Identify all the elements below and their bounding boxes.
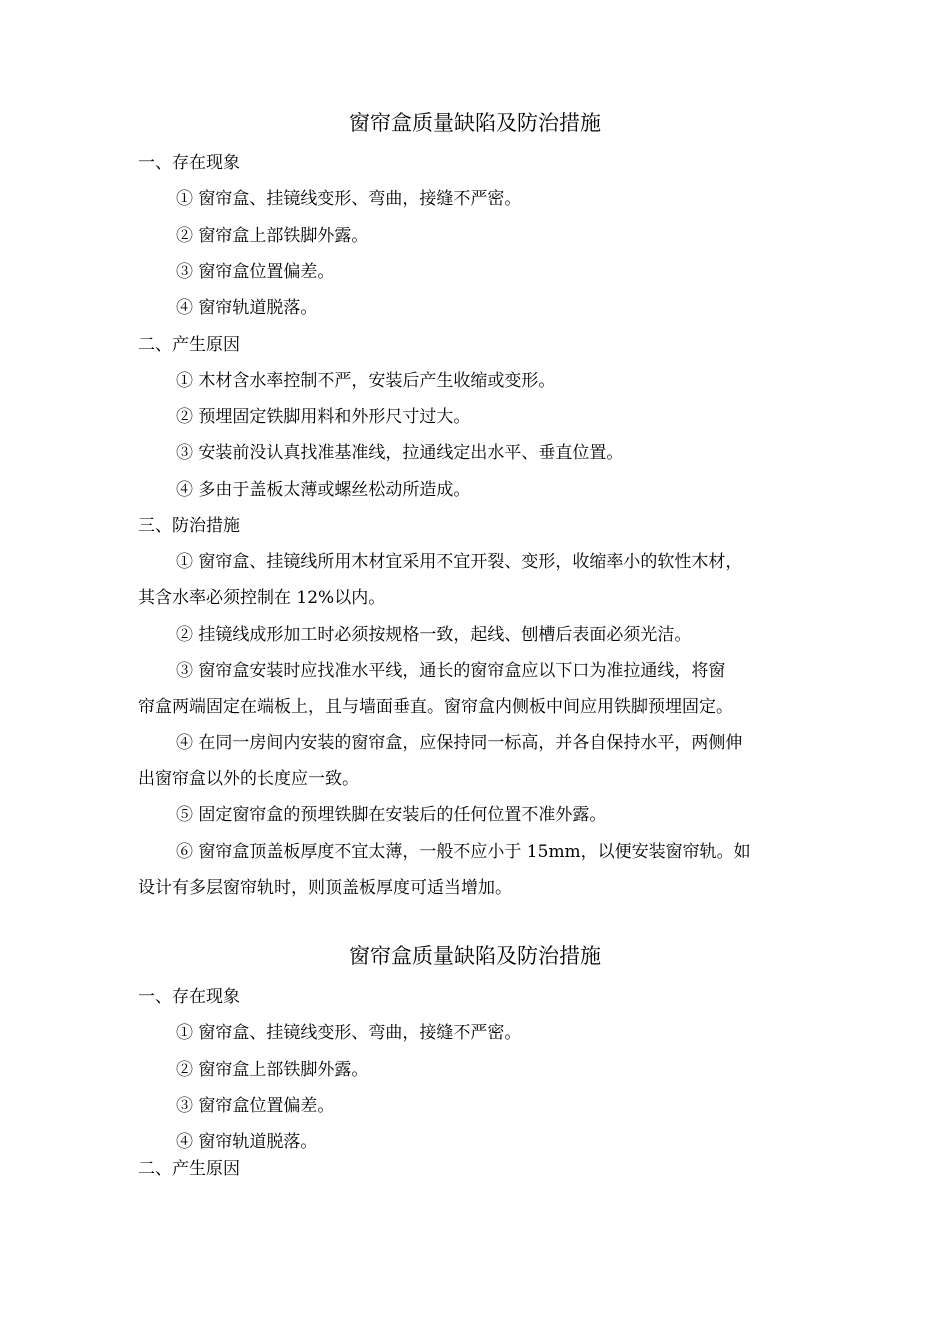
section-heading-phenomena: 一、存在现象 <box>138 153 240 173</box>
list-item: ③ 窗帘盒位置偏差。 <box>176 262 335 282</box>
document-title: 窗帘盒质量缺陷及防治措施 <box>349 111 601 135</box>
list-item: ① 窗帘盒、挂镜线变形、弯曲，接缝不严密。 <box>176 189 522 209</box>
paragraph-line: ② 挂镜线成形加工时必须按规格一致，起线、刨槽后表面必须光洁。 <box>176 625 692 645</box>
list-item: ② 预埋固定铁脚用料和外形尺寸过大。 <box>176 407 471 427</box>
section-heading-measures: 三、防治措施 <box>138 516 240 536</box>
list-item: ④ 窗帘轨道脱落。 <box>176 298 318 318</box>
list-item: ④ 窗帘轨道脱落。 <box>176 1132 318 1152</box>
list-item: ① 木材含水率控制不严，安装后产生收缩或变形。 <box>176 371 556 391</box>
paragraph-line: ③ 窗帘盒安装时应找准水平线，通长的窗帘盒应以下口为准拉通线，将窗 <box>176 661 726 681</box>
paragraph-line: ① 窗帘盒、挂镜线所用木材宜采用不宜开裂、变形，收缩率小的软性木材， <box>176 552 743 572</box>
paragraph-line: 设计有多层窗帘轨时，则顶盖板厚度可适当增加。 <box>138 878 512 898</box>
list-item: ④ 多由于盖板太薄或螺丝松动所造成。 <box>176 480 471 500</box>
paragraph-line: ⑤ 固定窗帘盒的预埋铁脚在安装后的任何位置不准外露。 <box>176 805 607 825</box>
paragraph-line: 出窗帘盒以外的长度应一致。 <box>138 769 359 789</box>
paragraph-line: 其含水率必须控制在 12%以内。 <box>138 588 386 608</box>
section-heading-phenomena: 一、存在现象 <box>138 987 240 1007</box>
paragraph-line: 帘盒两端固定在端板上，且与墙面垂直。窗帘盒内侧板中间应用铁脚预埋固定。 <box>138 697 733 717</box>
list-item: ② 窗帘盒上部铁脚外露。 <box>176 1060 369 1080</box>
section-heading-causes: 二、产生原因 <box>138 1159 240 1179</box>
list-item: ③ 安装前没认真找准基准线，拉通线定出水平、垂直位置。 <box>176 443 624 463</box>
list-item: ② 窗帘盒上部铁脚外露。 <box>176 226 369 246</box>
paragraph-line: ⑥ 窗帘盒顶盖板厚度不宜太薄，一般不应小于 15mm，以便安装窗帘轨。如 <box>176 842 751 862</box>
paragraph-line: ④ 在同一房间内安装的窗帘盒，应保持同一标高，并各自保持水平，两侧伸 <box>176 733 743 753</box>
list-item: ③ 窗帘盒位置偏差。 <box>176 1096 335 1116</box>
list-item: ① 窗帘盒、挂镜线变形、弯曲，接缝不严密。 <box>176 1023 522 1043</box>
section-heading-causes: 二、产生原因 <box>138 335 240 355</box>
document-title: 窗帘盒质量缺陷及防治措施 <box>349 944 601 968</box>
